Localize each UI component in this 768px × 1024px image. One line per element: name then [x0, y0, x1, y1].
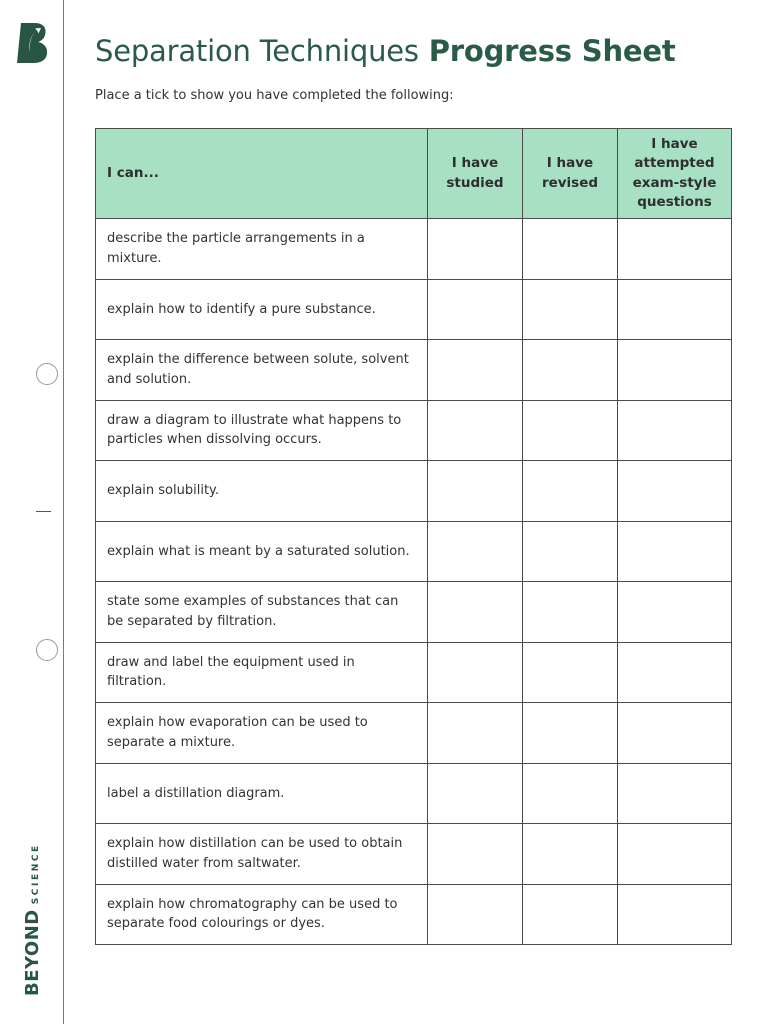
margin-line — [63, 0, 64, 1024]
brand-wordmark — [22, 843, 43, 996]
statement-cell: explain how to identify a pure substance. — [96, 279, 428, 340]
tick-box-exam-questions[interactable] — [618, 400, 732, 461]
table-row — [96, 824, 732, 885]
statement-cell: describe the particle arrangements in a mixture. — [96, 219, 428, 280]
table-row — [96, 582, 732, 643]
instruction-text: Place a tick to show you have completed the following: — [95, 88, 454, 103]
table-row — [96, 219, 732, 280]
tick-box-studied[interactable] — [428, 279, 523, 340]
col-header-exam-questions: I have attempted exam-style questions — [618, 129, 732, 219]
statement-cell: label a distillation diagram. — [96, 763, 428, 824]
statement-cell: explain how chromatography can be used to separate food colourings or dyes. — [96, 884, 428, 945]
tick-box-revised[interactable] — [523, 884, 618, 945]
tick-box-studied[interactable] — [428, 763, 523, 824]
tick-box-revised[interactable] — [523, 521, 618, 582]
tick-box-exam-questions[interactable] — [618, 461, 732, 522]
tick-box-exam-questions[interactable] — [618, 521, 732, 582]
tick-box-studied[interactable] — [428, 400, 523, 461]
statement-cell: draw and label the equipment used in filtration. — [96, 642, 428, 703]
fold-mark — [36, 511, 51, 512]
brand-word-beyond: BEYOND — [22, 909, 43, 996]
punch-hole-top — [36, 363, 58, 385]
table-header-row — [96, 129, 732, 219]
tick-box-studied[interactable] — [428, 703, 523, 764]
table-row — [96, 461, 732, 522]
table-row — [96, 884, 732, 945]
tick-box-studied[interactable] — [428, 824, 523, 885]
tick-box-studied[interactable] — [428, 521, 523, 582]
tick-box-studied[interactable] — [428, 219, 523, 280]
tick-box-exam-questions[interactable] — [618, 884, 732, 945]
beyond-logo-icon — [15, 22, 51, 64]
tick-box-studied[interactable] — [428, 582, 523, 643]
brand-word-science: SCIENCE — [31, 843, 41, 905]
table-row — [96, 340, 732, 401]
tick-box-exam-questions[interactable] — [618, 219, 732, 280]
tick-box-exam-questions[interactable] — [618, 824, 732, 885]
tick-box-exam-questions[interactable] — [618, 340, 732, 401]
tick-box-exam-questions[interactable] — [618, 642, 732, 703]
tick-box-revised[interactable] — [523, 219, 618, 280]
tick-box-revised[interactable] — [523, 279, 618, 340]
tick-box-exam-questions[interactable] — [618, 763, 732, 824]
col-header-studied: I have studied — [428, 129, 523, 219]
tick-box-exam-questions[interactable] — [618, 582, 732, 643]
tick-box-exam-questions[interactable] — [618, 279, 732, 340]
tick-box-revised[interactable] — [523, 703, 618, 764]
tick-box-revised[interactable] — [523, 400, 618, 461]
title-bold: Progress Sheet — [428, 34, 676, 68]
col-header-i-can: I can... — [96, 129, 428, 219]
table-row — [96, 642, 732, 703]
tick-box-revised[interactable] — [523, 824, 618, 885]
tick-box-revised[interactable] — [523, 340, 618, 401]
table-row — [96, 279, 732, 340]
tick-box-studied[interactable] — [428, 461, 523, 522]
table-row — [96, 763, 732, 824]
table-row — [96, 400, 732, 461]
tick-box-revised[interactable] — [523, 582, 618, 643]
tick-box-revised[interactable] — [523, 642, 618, 703]
tick-box-studied[interactable] — [428, 340, 523, 401]
page-title — [95, 34, 676, 68]
statement-cell: draw a diagram to illustrate what happens to particles when dissolving occurs. — [96, 400, 428, 461]
tick-box-exam-questions[interactable] — [618, 703, 732, 764]
tick-box-studied[interactable] — [428, 884, 523, 945]
statement-cell: explain the difference between solute, solvent and solution. — [96, 340, 428, 401]
statement-cell: explain how distillation can be used to obtain distilled water from saltwater. — [96, 824, 428, 885]
title-light: Separation Techniques — [95, 34, 419, 68]
tick-box-revised[interactable] — [523, 461, 618, 522]
statement-cell: explain solubility. — [96, 461, 428, 522]
progress-table — [95, 128, 732, 945]
statement-cell: state some examples of substances that can be separated by filtration. — [96, 582, 428, 643]
tick-box-revised[interactable] — [523, 763, 618, 824]
table-row — [96, 521, 732, 582]
statement-cell: explain how evaporation can be used to separate a mixture. — [96, 703, 428, 764]
tick-box-studied[interactable] — [428, 642, 523, 703]
statement-cell: explain what is meant by a saturated solution. — [96, 521, 428, 582]
punch-hole-bottom — [36, 639, 58, 661]
table-row — [96, 703, 732, 764]
col-header-revised: I have revised — [523, 129, 618, 219]
